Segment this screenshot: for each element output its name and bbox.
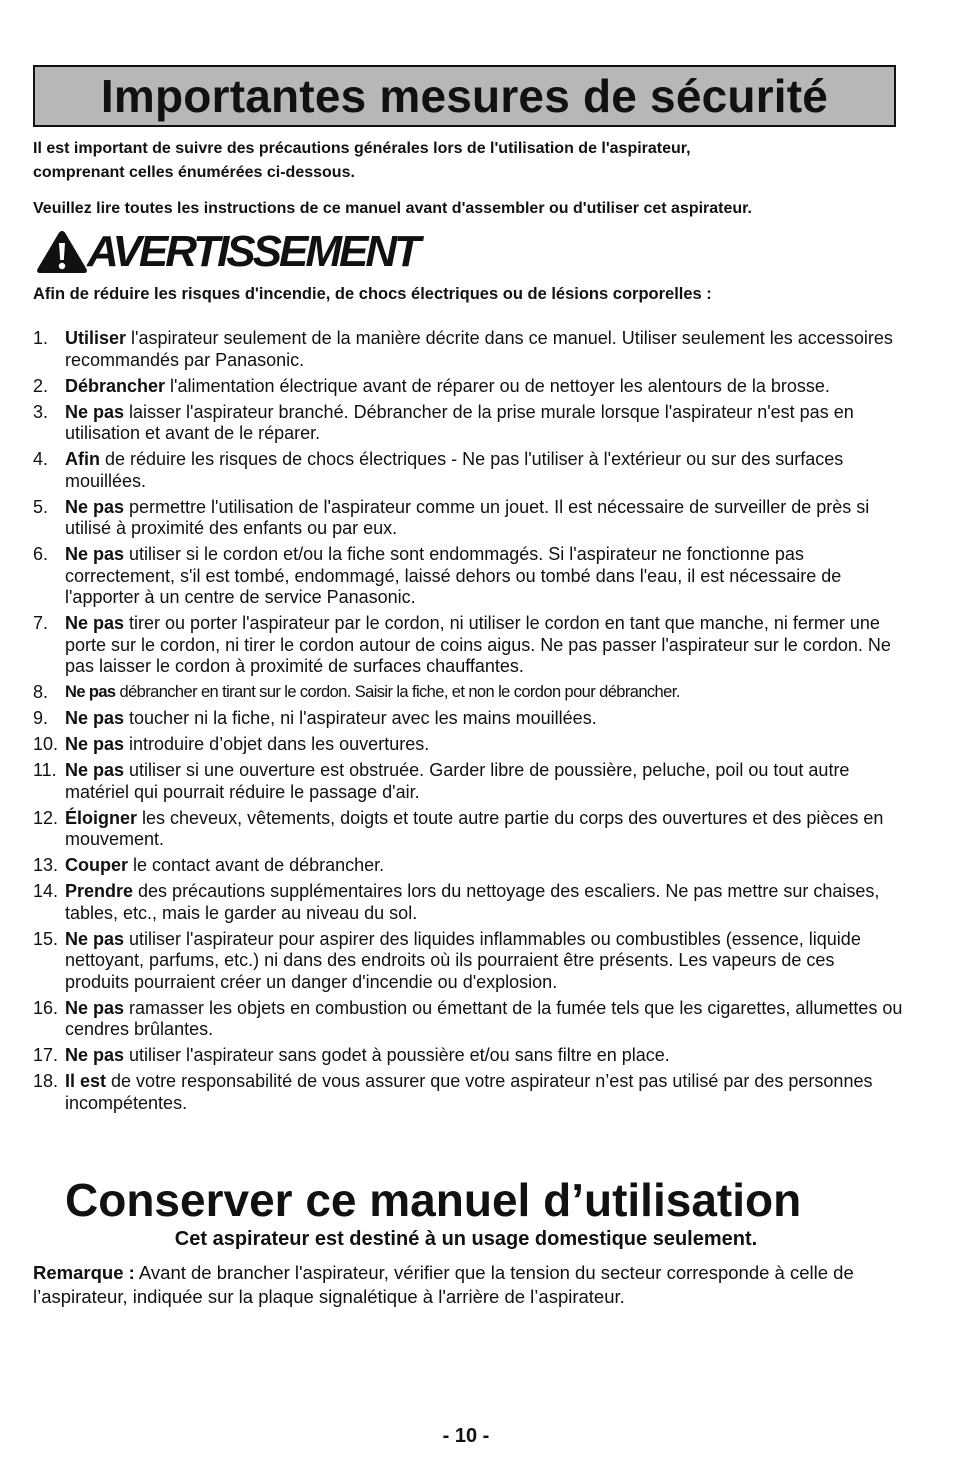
- rule-body: des précautions supplémentaires lors du nettoyage des escaliers. Ne pas mettre sur chaises, tables, etc., mais le garder au niveau du sol.: [65, 881, 880, 923]
- rule-text: [65, 449, 903, 492]
- rule-body: utiliser si une ouverture est obstruée. Garder libre de poussière, peluche, poil ou tout autre matériel qui pourrait réduire le passage d'air.: [65, 760, 850, 802]
- rule-text: [65, 734, 903, 756]
- rule-body: introduire d’objet dans les ouvertures.: [124, 734, 430, 754]
- rule-body: les cheveux, vêtements, doigts et toute autre partie du corps des ouvertures et des pièces en mouvement.: [65, 807, 884, 849]
- rule-body: tirer ou porter l'aspirateur par le cordon, ni utiliser le cordon en tant que manche, ni fermer une porte sur le cordon, ni tirer le cordon autour de coins aigus. Ne pas passer l'aspirateur sur le cordon. Ne pas laisser le cordon à proximité de surfaces chauffantes.: [65, 613, 891, 676]
- rule-number: 7.: [33, 613, 49, 633]
- rule-item: [33, 497, 903, 540]
- rule-item: [33, 613, 903, 678]
- rule-item: [33, 998, 903, 1041]
- rule-keyword: Ne pas: [65, 760, 125, 780]
- rule-body: ramasser les objets en combustion ou émettant de la fumée tels que les cigarettes, allumettes ou cendres brûlantes.: [65, 997, 903, 1039]
- rule-keyword: Utiliser: [65, 328, 127, 348]
- title-banner: [33, 65, 896, 127]
- rule-item: [33, 808, 903, 851]
- rule-number: 4.: [33, 449, 49, 469]
- rule-text: [65, 760, 903, 803]
- rule-number: 14.: [33, 881, 59, 901]
- rule-item: [33, 544, 903, 609]
- rule-text: [65, 402, 903, 445]
- rule-body: le contact avant de débrancher.: [128, 855, 385, 875]
- rule-item: [33, 682, 903, 704]
- note-text: Avant de brancher l'aspirateur, vérifier que la tension du secteur corresponde à celle de l’aspirateur, indiquée sur la plaque signalétique à l'arrière de l’aspirateur.: [33, 1262, 854, 1307]
- rule-keyword: Ne pas: [65, 401, 125, 422]
- rule-body: utiliser l'aspirateur pour aspirer des liquides inflammables ou combustibles (essence, liquide nettoyant, parfums, etc.) ni dans des endroits où ils pourraient être présents. Les vapeurs de ces produits pourraient créer un danger d'incendie ou d'explosion.: [65, 928, 861, 992]
- rule-text: [65, 544, 903, 609]
- rule-number: 11.: [33, 760, 57, 780]
- intro: [33, 137, 913, 221]
- rule-keyword: Ne pas: [65, 544, 125, 564]
- rule-keyword: Ne pas: [65, 734, 125, 754]
- rule-item: [33, 328, 903, 371]
- rule-keyword: Ne pas: [65, 683, 116, 701]
- rule-item: [33, 734, 903, 756]
- read-instructions: Veuillez lire toutes les instructions de ce manuel avant d'assembler ou d'utiliser cet aspirateur.: [33, 200, 752, 217]
- rule-text: [65, 1045, 903, 1067]
- rule-keyword: Il est: [65, 1071, 107, 1091]
- rule-number: 5.: [33, 496, 49, 517]
- rule-keyword: Ne pas: [65, 997, 125, 1018]
- rule-body: de réduire les risques de chocs électriques - Ne pas l'utiliser à l'extérieur ou sur des surfaces mouillées.: [65, 449, 844, 491]
- household-use-notice: Cet aspirateur est destiné à un usage domestique seulement.: [174, 1228, 758, 1250]
- rule-keyword: Ne pas: [65, 613, 125, 633]
- rule-item: [33, 708, 903, 730]
- warning-heading: [35, 228, 418, 276]
- rule-keyword: Ne pas: [65, 1045, 125, 1065]
- rule-number: 18.: [33, 1071, 59, 1091]
- rule-number: 12.: [33, 807, 59, 828]
- rule-text: [65, 497, 903, 540]
- rule-body: l'alimentation électrique avant de réparer ou de nettoyer les alentours de la brosse.: [165, 375, 830, 396]
- rule-body: toucher ni la fiche, ni l'aspirateur avec les mains mouillées.: [124, 708, 597, 728]
- rule-number: 13.: [33, 855, 59, 875]
- rule-number: 17.: [33, 1045, 59, 1065]
- rule-text: [65, 328, 903, 371]
- rule-item: [33, 881, 903, 924]
- rule-number: 2.: [33, 375, 49, 396]
- rule-body: utiliser si le cordon et/ou la fiche sont endommagés. Si l'aspirateur ne fonctionne pas correctement, s'il est tombé, endommagé, laissé dehors ou tombé dans l'eau, il est nécessaire de l'apporter à un centre de service Panasonic.: [65, 544, 842, 607]
- rule-text: [65, 998, 903, 1041]
- keep-manual-heading: Conserver ce manuel d’utilisation: [65, 1174, 802, 1226]
- rule-keyword: Ne pas: [65, 496, 125, 517]
- intro-line-1: Il est important de suivre des précautions générales lors de l'utilisation de l'aspirateur,: [33, 140, 691, 157]
- safety-rules-list: [33, 328, 903, 1119]
- rule-body: de votre responsabilité de vous assurer que votre aspirateur n’est pas utilisé par des personnes incompétentes.: [65, 1071, 873, 1113]
- rule-text: [65, 929, 903, 994]
- rule-body: laisser l'aspirateur branché. Débrancher de la prise murale lorsque l'aspirateur n'est pas en utilisation et avant de le réparer.: [65, 401, 854, 443]
- note: [33, 1261, 883, 1309]
- rule-item: [33, 855, 903, 877]
- rule-text: [65, 708, 903, 730]
- rule-item: [33, 1071, 903, 1114]
- warning-triangle-icon: [35, 229, 89, 275]
- rule-keyword: Débrancher: [65, 375, 166, 396]
- rule-item: [33, 376, 903, 398]
- rule-number: 6.: [33, 544, 49, 564]
- warning-subtitle: Afin de réduire les risques d'incendie, de chocs électriques ou de lésions corporelles :: [33, 285, 712, 303]
- rule-text: [65, 1071, 903, 1114]
- rule-keyword: Couper: [65, 855, 128, 875]
- rule-body: débrancher en tirant sur le cordon. Saisir la fiche, et non le cordon pour débrancher.: [115, 683, 680, 701]
- rule-number: 1.: [33, 328, 49, 348]
- rule-number: 15.: [33, 928, 59, 949]
- rule-item: [33, 449, 903, 492]
- rule-body: utiliser l'aspirateur sans godet à poussière et/ou sans filtre en place.: [124, 1045, 670, 1065]
- rule-item: [33, 402, 903, 445]
- rule-number: 16.: [33, 997, 59, 1018]
- rule-body: l'aspirateur seulement de la manière décrite dans ce manuel. Utiliser seulement les accessoires recommandés par Panasonic.: [65, 328, 893, 370]
- rule-number: 3.: [33, 401, 49, 422]
- rule-item: [33, 1045, 903, 1067]
- rule-number: 10.: [33, 734, 59, 754]
- rule-text: [65, 682, 903, 704]
- rule-keyword: Afin: [65, 449, 100, 469]
- rule-text: [65, 376, 903, 398]
- page-number: - 10 -: [442, 1425, 490, 1447]
- rule-keyword: Éloigner: [65, 807, 138, 828]
- warning-label: AVERTISSEMENT: [87, 227, 418, 276]
- rule-number: 9.: [33, 708, 49, 728]
- intro-line-2: comprenant celles énumérées ci-dessous.: [33, 164, 355, 181]
- rule-keyword: Prendre: [65, 881, 134, 901]
- page-title: Importantes mesures de sécurité: [100, 70, 829, 122]
- rule-item: [33, 929, 903, 994]
- rule-text: [65, 855, 903, 877]
- rule-keyword: Ne pas: [65, 708, 125, 728]
- rule-text: [65, 808, 903, 851]
- rule-number: 8.: [33, 682, 49, 702]
- note-label: Remarque :: [33, 1262, 135, 1283]
- rule-text: [65, 613, 903, 678]
- rule-keyword: Ne pas: [65, 928, 125, 949]
- rule-body: permettre l'utilisation de l'aspirateur comme un jouet. Il est nécessaire de surveiller de près si utilisé à proximité des enfants ou par eux.: [65, 496, 870, 538]
- rule-text: [65, 881, 903, 924]
- rule-item: [33, 760, 903, 803]
